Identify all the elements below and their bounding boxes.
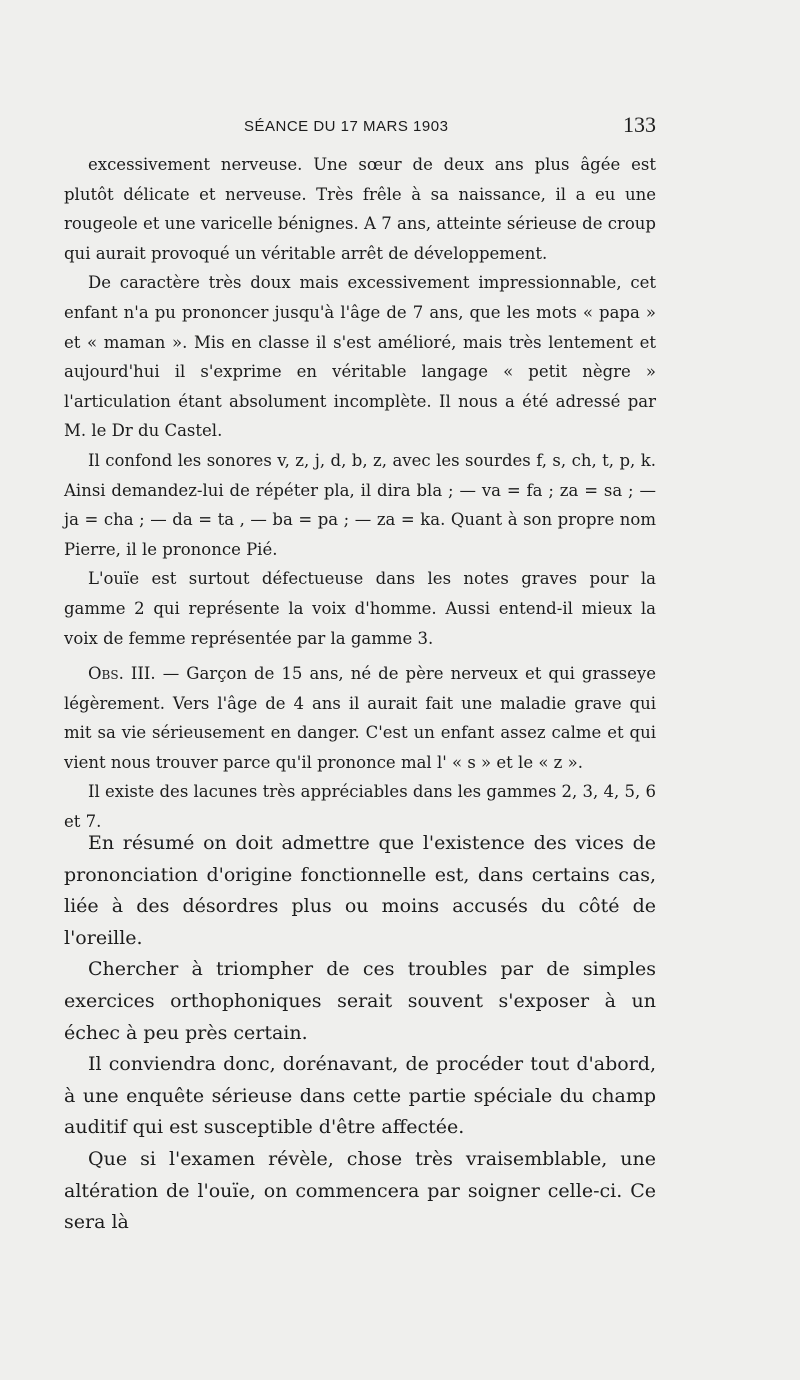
paragraph-character: De caractère très doux mais excessivement impressionnable, cet enfant n'a pu prononcer jusqu'à l'âge de 7 ans, que les mots « papa » et « maman ». Mis en classe il s'est amélioré, mais très lentement et aujourd'hui il s'exprime en véritable langage « petit nègre » l'articulation étant absolument incomplète. Il nous a été adressé par M. le Dr du Castel.: [64, 273, 656, 441]
paragraph-gaps: Il existe des lacunes très appréciables dans les gammes 2, 3, 4, 5, 6 et 7.: [64, 782, 657, 832]
paragraph-hearing: L'ouïe est surtout défectueuse dans les notes graves pour la gamme 2 qui représente la voix d'homme. Aussi entend-il mieux la voix de femme représentée par la gamme 3.: [64, 569, 656, 648]
observation-label: Obs. III.: [88, 664, 156, 684]
page-header: [64, 112, 656, 142]
paragraph-sound-confusion: Il confond les sonores v, z, j, d, b, z, avec les sourdes f, s, ch, t, p, k. Ainsi demandez-lui de répéter pla, il dira bla ; — va = fa ; za = sa ; — ja = cha ; — da = ta , — ba = pa ; — za = ka. Quant à son propre nom Pierre, il le prononce Pié.: [64, 450, 656, 559]
paragraph-inquiry: Il conviendra donc, dorénavant, de procéder tout d'abord, à une enquête sérieuse dans cette partie spéciale du champ auditif qui est susceptible d'être affectée.: [64, 1053, 656, 1139]
paragraph-treatment: Que si l'examen révèle, chose très vraisemblable, une altération de l'ouïe, on commencera par soigner celle-ci. Ce sera là: [64, 1147, 656, 1234]
running-title: SÉANCE DU 17 MARS 1903: [244, 118, 449, 135]
observation-text: — Garçon de 15 ans, né de père nerveux et qui grasseye légèrement. Vers l'âge de 4 ans il aurait fait une maladie grave qui mit sa vie sérieusement en danger. C'est un enfant assez calme et qui vient nous trouver parce qu'il prononce mal l' « s » et le « z ».: [64, 664, 656, 772]
conclusion: [64, 828, 656, 1239]
paragraph-exercises: Chercher à triompher de ces troubles par de simples exercices orthophoniques serait souvent s'exposer à un échec à peu près certain.: [64, 958, 656, 1044]
case-description: [64, 150, 656, 837]
paragraph-family-history: excessivement nerveuse. Une sœur de deux ans plus âgée est plutôt délicate et nerveuse. Très frêle à sa naissance, il a eu une rougeole et une varicelle bénignes. A 7 ans, atteinte sérieuse de croup qui aurait provoqué un véritable arrêt de développement.: [64, 155, 656, 263]
page-number: 133: [623, 112, 656, 137]
observation-paragraph: [64, 659, 656, 777]
paragraph-summary: En résumé on doit admettre que l'existence des vices de prononciation d'origine fonctionnelle est, dans certains cas, liée à des désordres plus ou moins accusés du côté de l'oreille.: [64, 832, 656, 949]
